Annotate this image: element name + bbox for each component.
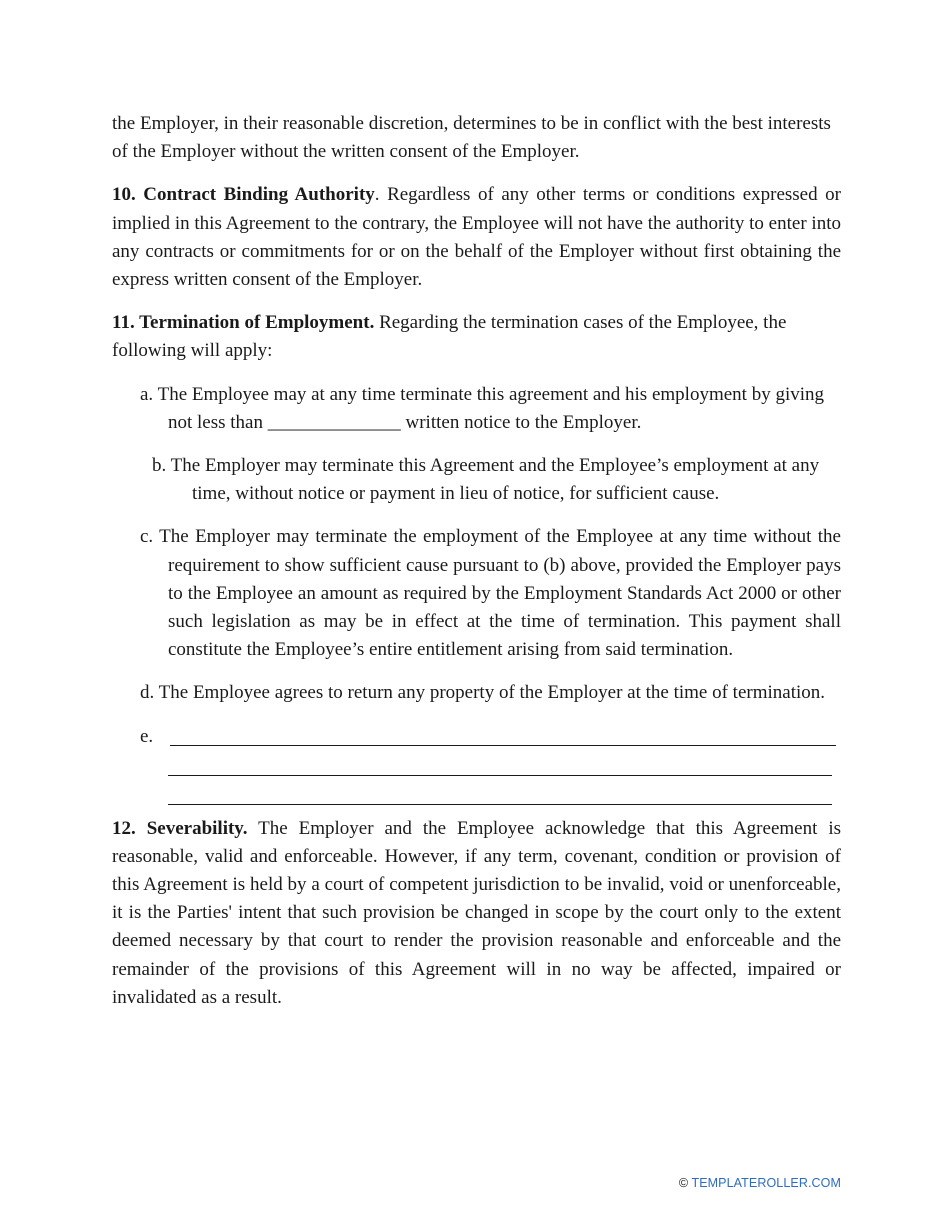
- fill-in-line[interactable]: [168, 804, 832, 805]
- list-item-a: [140, 381, 841, 437]
- list-item-c: [140, 523, 841, 664]
- list-item-c-letter: c.: [140, 526, 154, 548]
- list-item-b: [152, 452, 827, 508]
- list-item-a-text-after: written notice to the Employer.: [400, 411, 642, 433]
- list-item-c-text: The Employer may terminate the employment of the Employee at any time without the requirement to show sufficient cause pursuant to (b) above, provided the Employer pays to the Employee an amount as required by the Employment Standards Act 2000 or other such legislation as may be in effect at the time of termination. This payment shall constitute the Employee’s entire entitlement arising from said termination.: [153, 526, 841, 661]
- section-12-text: The Employer and the Employee acknowledge that this Agreement is reasonable, valid and enforceable. However, if any term, covenant, condition or provision of this Agreement is held by a court of competent jurisdiction to be invalid, void or unenforceable, it is the Parties' intent that such provision be changed in scope by the court only to the extent deemed necessary by that court to render the provision reasonable and enforceable and the remainder of the provisions of this Agreement will in no way be affected, impaired or invalidated as a result.: [112, 817, 841, 1008]
- fill-in-line[interactable]: [168, 775, 832, 776]
- section-10-paragraph: [112, 181, 841, 294]
- section-11-text: Regarding the termination cases of the Employee, the following will apply:: [112, 312, 787, 362]
- copyright-icon: ©: [678, 1176, 689, 1190]
- list-item-b-text: The Employer may terminate this Agreement and the Employee’s employment at any time, without notice or payment in lieu of notice, for sufficient cause.: [166, 455, 820, 505]
- section-10-heading: 10. Contract Binding Authority: [112, 184, 375, 206]
- list-item-d-text: The Employee agrees to return any property of the Employer at the time of termination.: [154, 682, 826, 704]
- intro-text: the Employer, in their reasonable discretion, determines to be in conflict with the best interests of the Employer without the written consent of the Employer.: [112, 113, 831, 163]
- section-11-heading: 11. Termination of Employment.: [112, 312, 375, 334]
- list-item-d-letter: d.: [140, 682, 155, 704]
- document-page: [112, 110, 841, 1027]
- section-12-heading: 12. Severability.: [112, 817, 248, 839]
- fill-in-line[interactable]: [170, 745, 836, 746]
- footer: [679, 1176, 841, 1190]
- intro-paragraph: [112, 110, 841, 166]
- list-item-e: [140, 723, 841, 803]
- list-item-e-letter: e.: [140, 725, 154, 747]
- notice-period-blank[interactable]: ______________: [267, 411, 401, 433]
- list-item-a-text-before: The Employee may at any time terminate this agreement and his employment by giving not less than: [153, 383, 824, 433]
- list-item-d: [140, 679, 841, 707]
- section-10-text: . Regardless of any other terms or conditions expressed or implied in this Agreement to the contrary, the Employee will not have the authority to enter into any contracts or commitments for or on the behalf of the Employer without first obtaining the express written consent of the Employer.: [112, 184, 841, 291]
- section-11-paragraph: [112, 309, 841, 365]
- templateroller-link[interactable]: TEMPLATEROLLER.COM: [691, 1176, 841, 1190]
- section-12-paragraph: [112, 815, 841, 1012]
- list-item-a-letter: a.: [140, 383, 154, 405]
- list-item-b-letter: b.: [152, 455, 167, 477]
